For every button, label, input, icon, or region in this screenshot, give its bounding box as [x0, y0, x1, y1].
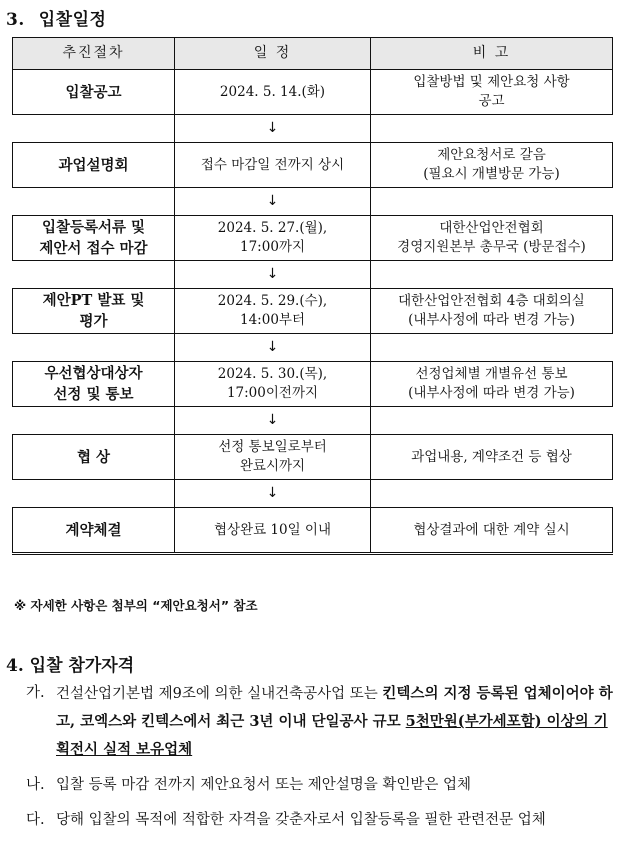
schedule-header-row [13, 38, 613, 70]
schedule-cell-line: 2024. 5. 30.(목), [217, 366, 328, 382]
qualification-text-b: 킨텍스의 지정 등록된 업체이어야 하고, 코엑스와 킨텍스에서 최근 3년 이내 단일공사 규모 [56, 685, 613, 730]
procedure-cell-line: 과업설명회 [58, 156, 129, 174]
remarks-cell-line: (필요시 개별방문 가능) [423, 166, 560, 182]
procedure-cell-line: 협 상 [76, 448, 111, 466]
procedure-cell [13, 216, 175, 261]
remarks-cell-line: 과업내용, 계약조건 등 협상 [411, 448, 572, 465]
remarks-cell [371, 289, 613, 334]
remarks-cell [371, 70, 613, 115]
section-3-number: 3. [6, 10, 25, 30]
header-schedule: 일 정 [175, 38, 371, 70]
procedure-cell-line: 우선협상대상자 [44, 365, 143, 382]
schedule-cell-line: 선정 통보일로부터 [218, 439, 327, 455]
remarks-cell-line: 경영지원본부 총무국 (방문접수) [397, 239, 586, 255]
arrow-spacer [13, 188, 175, 216]
down-arrow-icon: ↓ [175, 334, 371, 362]
procedure-cell [13, 70, 175, 115]
arrow-row [13, 334, 613, 362]
schedule-cell-line: 17:00이전까지 [226, 385, 319, 401]
remarks-cell-line: 협상결과에 대한 계약 실시 [413, 521, 570, 538]
down-arrow-icon: ↓ [175, 115, 371, 143]
qualification-text-c: 5천만원(부가세포함) 이상의 기획전시 실적 보유업체 [56, 713, 608, 758]
arrow-row [13, 261, 613, 289]
schedule-cell-line: 접수 마감일 전까지 상시 [200, 156, 345, 173]
schedule-row [13, 143, 613, 188]
down-arrow-icon: ↓ [175, 407, 371, 435]
arrow-spacer [371, 188, 613, 216]
remarks-cell-line: 대한산업안전협회 4층 대회의실 [398, 293, 585, 309]
schedule-cell-line: 2024. 5. 29.(수), [217, 293, 328, 309]
schedule-cell [175, 143, 371, 188]
qualification-text: 당해 입찰의 목적에 적합한 자격을 갖춘자로서 입찰등록을 필한 관련전문 업체 [56, 812, 546, 828]
schedule-cell [175, 435, 371, 480]
remarks-cell-line: 대한산업안전협회 [439, 220, 544, 236]
procedure-cell-line: 제안PT 발표 및 [42, 292, 145, 309]
procedure-cell [13, 289, 175, 334]
arrow-spacer [371, 480, 613, 508]
remarks-cell [371, 362, 613, 407]
remarks-cell-line: (내부사정에 따라 변경 가능) [408, 385, 575, 401]
qualification-text: 입찰 등록 마감 전까지 제안요청서 또는 제안설명을 확인받은 업체 [56, 777, 472, 793]
schedule-row [13, 289, 613, 334]
down-arrow-icon: ↓ [175, 188, 371, 216]
qualification-marker: 나. [26, 777, 45, 793]
procedure-cell-line: 계약체결 [65, 521, 122, 539]
procedure-cell-line: 평가 [79, 313, 108, 330]
schedule-cell [175, 216, 371, 261]
remarks-cell-line: 공고 [478, 93, 505, 109]
schedule-table [12, 37, 613, 555]
remarks-cell [371, 435, 613, 480]
section-3-heading [6, 5, 106, 30]
schedule-cell-line: 완료시까지 [239, 458, 306, 474]
schedule-cell-line: 2024. 5. 27.(월), [217, 220, 328, 236]
schedule-cell [175, 508, 371, 554]
arrow-row [13, 115, 613, 143]
arrow-row [13, 407, 613, 435]
schedule-row [13, 508, 613, 554]
remarks-cell-line: 제안요청서로 갈음 [437, 147, 546, 163]
section-3-title: 입찰일정 [38, 10, 107, 30]
schedule-cell-line: 17:00까지 [240, 239, 305, 255]
remarks-cell-line: 입찰방법 및 제안요청 사항 [413, 74, 570, 90]
qualification-list [12, 680, 616, 842]
arrow-spacer [13, 334, 175, 362]
section-4-title: 입찰 참가자격 [29, 656, 135, 676]
arrow-spacer [13, 407, 175, 435]
schedule-row [13, 435, 613, 480]
arrow-spacer [13, 115, 175, 143]
schedule-cell-line: 협상완료 10일 이내 [213, 521, 332, 538]
schedule-cell [175, 289, 371, 334]
procedure-cell-line: 입찰등록서류 및 [41, 219, 146, 236]
arrow-row [13, 480, 613, 508]
procedure-cell-line: 입찰공고 [65, 83, 122, 101]
schedule-cell-line: 14:00부터 [240, 312, 305, 328]
arrow-spacer [371, 261, 613, 289]
schedule-row [13, 362, 613, 407]
remarks-cell-line: (내부사정에 따라 변경 가능) [408, 312, 575, 328]
arrow-row [13, 188, 613, 216]
schedule-cell [175, 362, 371, 407]
procedure-cell-line: 제안서 접수 마감 [39, 240, 148, 257]
schedule-row [13, 216, 613, 261]
qualification-marker: 가. [26, 685, 45, 701]
arrow-spacer [13, 261, 175, 289]
arrow-spacer [371, 115, 613, 143]
section-4-heading [6, 651, 134, 676]
section-4-number: 4. [6, 656, 24, 676]
schedule-cell-line: 2024. 5. 14.(화) [219, 83, 326, 100]
arrow-spacer [13, 480, 175, 508]
qualification-marker: 다. [26, 812, 45, 828]
schedule-row [13, 70, 613, 115]
qualification-text-a: 건설산업기본법 제9조에 의한 실내건축공사업 또는 [56, 686, 383, 702]
procedure-cell [13, 143, 175, 188]
remarks-cell [371, 143, 613, 188]
header-remarks: 비 고 [371, 38, 613, 70]
header-procedure: 추진절차 [13, 38, 175, 70]
qualification-item-na [12, 772, 616, 799]
procedure-cell-line: 선정 및 통보 [53, 386, 134, 403]
arrow-spacer [371, 334, 613, 362]
procedure-cell [13, 508, 175, 554]
remarks-cell-line: 선정업체별 개별유선 통보 [415, 366, 568, 382]
qualification-item-ga [12, 680, 616, 764]
procedure-cell [13, 362, 175, 407]
remarks-cell [371, 508, 613, 554]
down-arrow-icon: ↓ [175, 480, 371, 508]
qualification-item-da [12, 807, 616, 834]
down-arrow-icon: ↓ [175, 261, 371, 289]
schedule-cell [175, 70, 371, 115]
arrow-spacer [371, 407, 613, 435]
footnote: ※ 자세한 사항은 첨부의 “제안요청서” 참조 [14, 598, 258, 613]
procedure-cell [13, 435, 175, 480]
remarks-cell [371, 216, 613, 261]
